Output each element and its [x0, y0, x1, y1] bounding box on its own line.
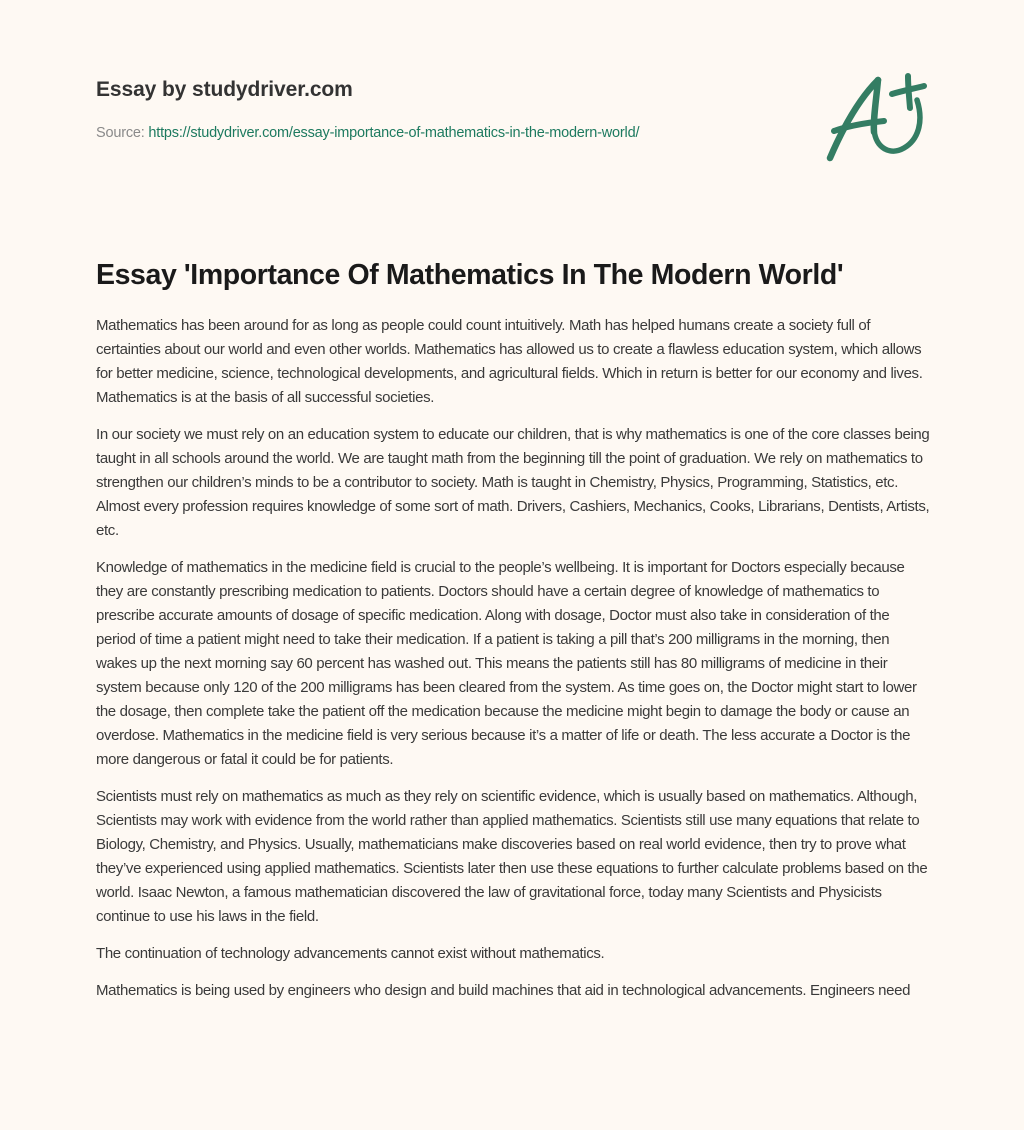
essay-paragraph: The continuation of technology advancements cannot exist without mathematics.: [96, 945, 605, 962]
source-line: [96, 123, 796, 143]
source-link[interactable]: https://studydriver.com/essay-importance-of-mathematics-in-the-modern-world/: [148, 125, 640, 141]
site-title: Essay by studydriver.com: [96, 78, 353, 101]
essay-paragraph: Knowledge of mathematics in the medicine field is crucial to the people’s wellbeing. It is important for Doctors especially because they are constantly prescribing medication to patients. Doctors should have a certain degree of knowledge of mathematics to prescribe accurate amounts of dosage of specific medication. Along with dosage, Doctor must also take in consideration of the period of time a patient might need to take their medication. If a patient is taking a pill that’s 200 milligrams in the morning, then wakes up the next morning say 60 percent has washed out. This means the patients still has 80 milligrams of medicine in their system because only 120 of the 200 milligrams has been cleared from the system. As time goes on, the Doctor might start to lower the dosage, then complete take the patient off the medication because the medicine might begin to damage the body or cause an overdose. Mathematics in the medicine field is very serious because it’s a matter of life or death. The less accurate a Doctor is the more dangerous or fatal it could be for patients.: [96, 559, 917, 768]
page-header: [96, 76, 796, 143]
essay-paragraph: Scientists must rely on mathematics as much as they rely on scientific evidence, which is usually based on mathematics. Although, Scientists may work with evidence from the world rather than applied mathematics. Scientists still use many equations that relate to Biology, Chemistry, and Physics. Usually, mathematicians make discoveries based on real world evidence, then try to prove what they’ve experienced using applied mathematics. Scientists later then use these equations to further calculate problems based on the world. Isaac Newton, a famous mathematician discovered the law of gravitational force, today many Scientists and Physicists continue to use his laws in the field.: [96, 788, 928, 925]
essay-paragraph: In our society we must rely on an education system to educate our children, that is why mathematics is one of the core classes being taught in all schools around the world. We are taught math from the beginning till the point of graduation. We rely on mathematics to strengthen our children’s minds to be a contributor to society. Math is taught in Chemistry, Physics, Programming, Statistics, etc. Almost every profession requires knowledge of some sort of math. Drivers, Cashiers, Mechanics, Cooks, Librarians, Dentists, Artists, etc.: [96, 426, 930, 539]
essay-body: [96, 314, 932, 1016]
essay-title: Essay 'Importance Of Mathematics In The Modern World': [96, 259, 844, 291]
essay-paragraph: Mathematics has been around for as long as people could count intuitively. Math has helped humans create a society full of certainties about our world and even other worlds. Mathematics has allowed us to create a flawless education system, which allows for better medicine, science, technological developments, and agricultural fields. Which in return is better for our economy and lives. Mathematics is at the basis of all successful societies.: [96, 317, 923, 406]
essay-paragraph: Mathematics is being used by engineers who design and build machines that aid in technological advancements. Engineers need: [96, 982, 911, 999]
source-label: Source:: [96, 125, 149, 141]
a-plus-grade-icon: [820, 64, 932, 168]
